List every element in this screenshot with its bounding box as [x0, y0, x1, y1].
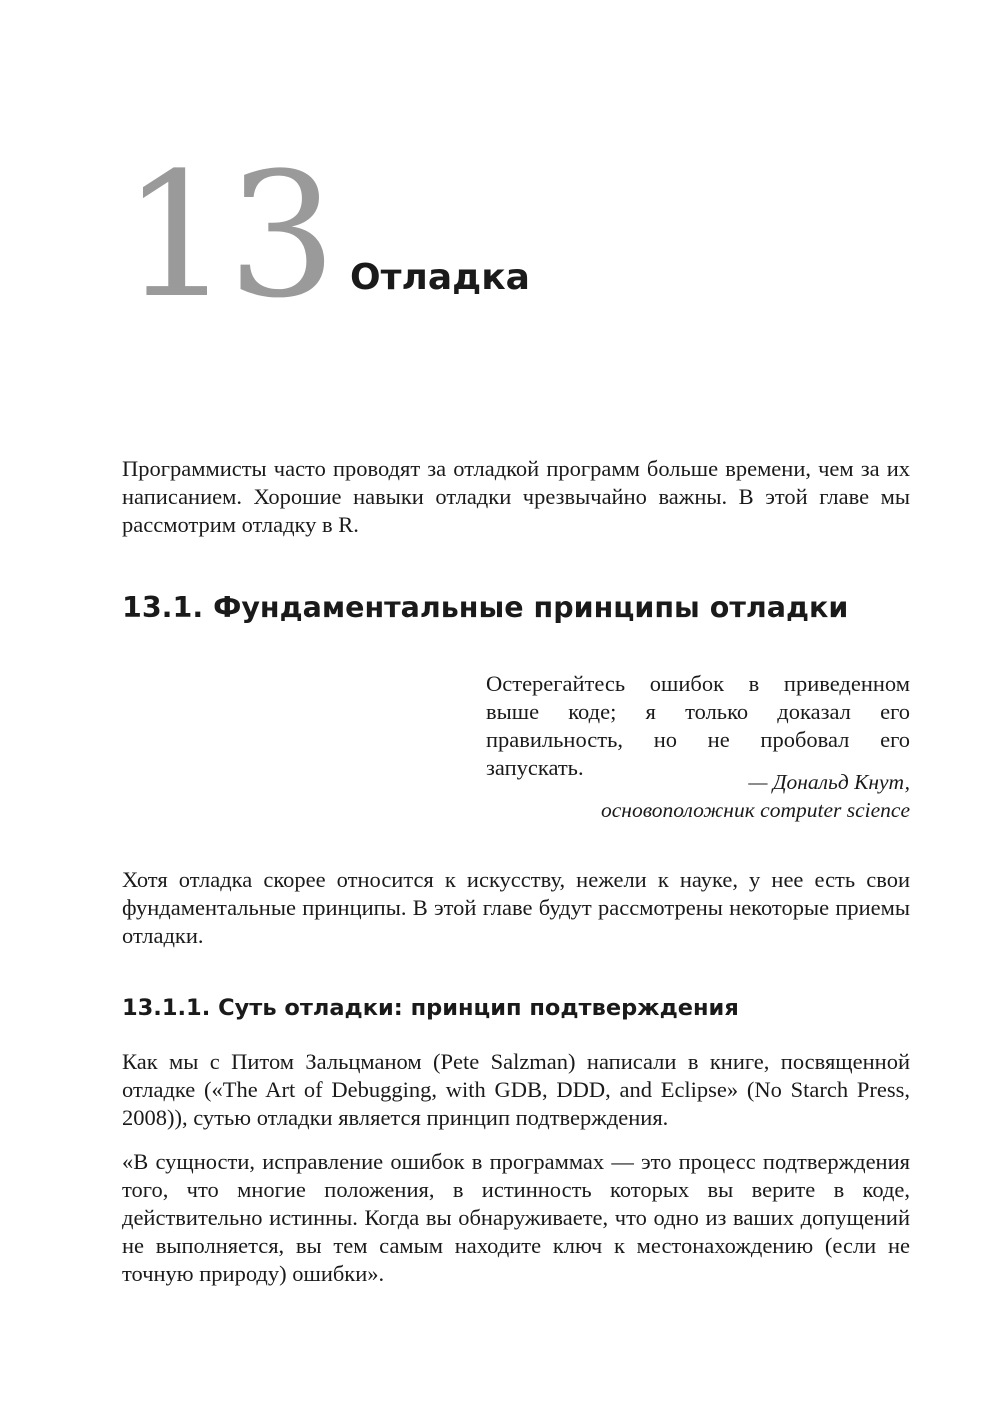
epigraph-quote: Остерегайтесь ошибок в приведенном выше коде; я только доказал его правильность, но не пробовал его запускать.: [486, 671, 910, 780]
subsection-title: 13.1.1. Суть отладки: принцип подтверждения: [122, 995, 739, 1021]
subsection-paragraph-2: «В сущности, исправление ошибок в программах — это процесс подтверждения того, что многие положения, в истинность которых вы верите в коде, действительно истинны. Когда вы обнаруживаете, что одно из ваших допущений не выполняется, вы тем самым находите ключ к местонахождению (если не точную природу) ошибки».: [122, 1149, 910, 1286]
epigraph-author-role: основоположник computer science: [600, 798, 910, 822]
section-title: 13.1. Фундаментальные принципы отладки: [122, 591, 849, 624]
subsection-paragraph-1: Как мы с Питом Зальцманом (Pete Salzman) написали в книге, посвященной отладке («The Art of Debugging, with GDB, DDD, and Eclipse» (No Starch Press, 2008)), сутью отладки является принцип подтверждения.: [122, 1049, 910, 1130]
epigraph-author: — Дональд Кнут,: [748, 770, 910, 794]
epigraph-attribution: [486, 768, 910, 824]
intro-paragraph: Программисты часто проводят за отладкой программ больше времени, чем за их написанием. Хорошие навыки отладки чрезвычайно важны. В этой главе мы рассмотрим отладку в R.: [122, 456, 910, 537]
chapter-title: Отладка: [350, 257, 530, 298]
chapter-number: 13: [122, 135, 333, 336]
section-paragraph: Хотя отладка скорее относится к искусству, нежели к науке, у нее есть свои фундаментальные принципы. В этой главе будут рассмотрены некоторые приемы отладки.: [122, 867, 910, 948]
